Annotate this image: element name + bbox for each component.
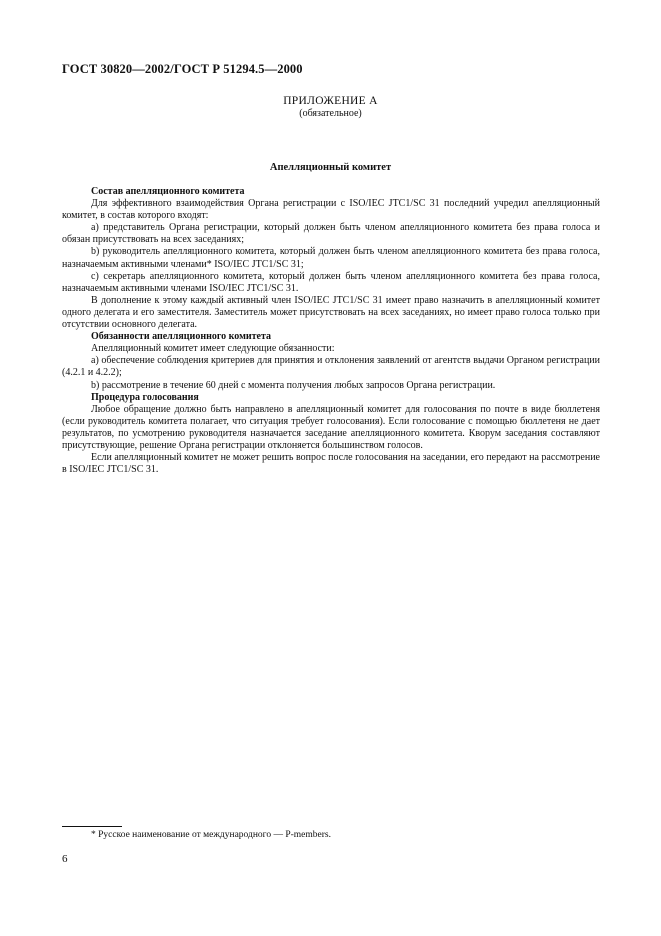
annex-heading: [0, 95, 661, 120]
list-item: c) секретарь апелляционного комитета, который должен быть членом апелляционного комитета без права голоса, назначаемым активными членами ISO/IEC JTC1/SC 31.: [62, 270, 600, 294]
document-body: [62, 186, 600, 476]
list-item: a) обеспечение соблюдения критериев для принятия и отклонения заявлений от агентств выдачи Органом регистрации (4.2.1 и 4.2.2);: [62, 355, 600, 379]
subsection-heading: Состав апелляционного комитета: [91, 186, 245, 197]
footnote-separator: [62, 826, 122, 827]
annex-title: ПРИЛОЖЕНИЕ А: [283, 95, 378, 107]
footnote: * Русское наименование от международного — P-members.: [91, 830, 331, 840]
annex-subtitle: (обязательное): [299, 108, 362, 119]
list-item: b) рассмотрение в течение 60 дней с момента получения любых запросов Органа регистрации.: [91, 379, 496, 391]
subsection-heading: Процедура голосования: [91, 391, 199, 403]
page-number: 6: [62, 853, 68, 865]
section-title: Апелляционный комитет: [269, 162, 392, 173]
paragraph: Любое обращение должно быть направлено в апелляционный комитет для голосования по почте в виде бюллетеня (если руководитель комитета полагает, что ситуация требует голосования). Если голосование с помощью бюллетеня не дает результатов, по усмотрению руководителя назначается заседание апелляционного комитета. Кворум заседания составляют присутствующие, решение Органа регистрации отклоняется большинством голосов.: [62, 403, 600, 451]
document-header: ГОСТ 30820—2002/ГОСТ Р 51294.5—2000: [62, 62, 303, 76]
subsection-heading: Обязанности апелляционного комитета: [91, 331, 272, 343]
paragraph: Апелляционный комитет имеет следующие обязанности:: [91, 343, 335, 355]
list-item: a) представитель Органа регистрации, который должен быть членом апелляционного комитета без права голоса и обязан присутствовать на всех заседаниях;: [62, 222, 600, 246]
paragraph: Если апелляционный комитет не может решить вопрос после голосования на заседании, его передают на рассмотрение в ISO/IEC JTC1/SC 31.: [62, 452, 600, 476]
list-item: b) руководитель апелляционного комитета, который должен быть членом апелляционного комитета без права голоса, назначаемым активными членами* ISO/IEC JTC1/SC 31;: [62, 246, 600, 270]
paragraph: Для эффективного взаимодействия Органа регистрации с ISO/IEC JTC1/SC 31 последний учредил апелляционный комитет, в состав которого входят:: [62, 198, 600, 222]
paragraph: В дополнение к этому каждый активный член ISO/IEC JTC1/SC 31 имеет право назначить в апелляционный комитет одного делегата и его заместителя. Заместитель может присутствовать на всех заседаниях, но имеет право голоса только при отсутствии основного делегата.: [62, 294, 600, 331]
